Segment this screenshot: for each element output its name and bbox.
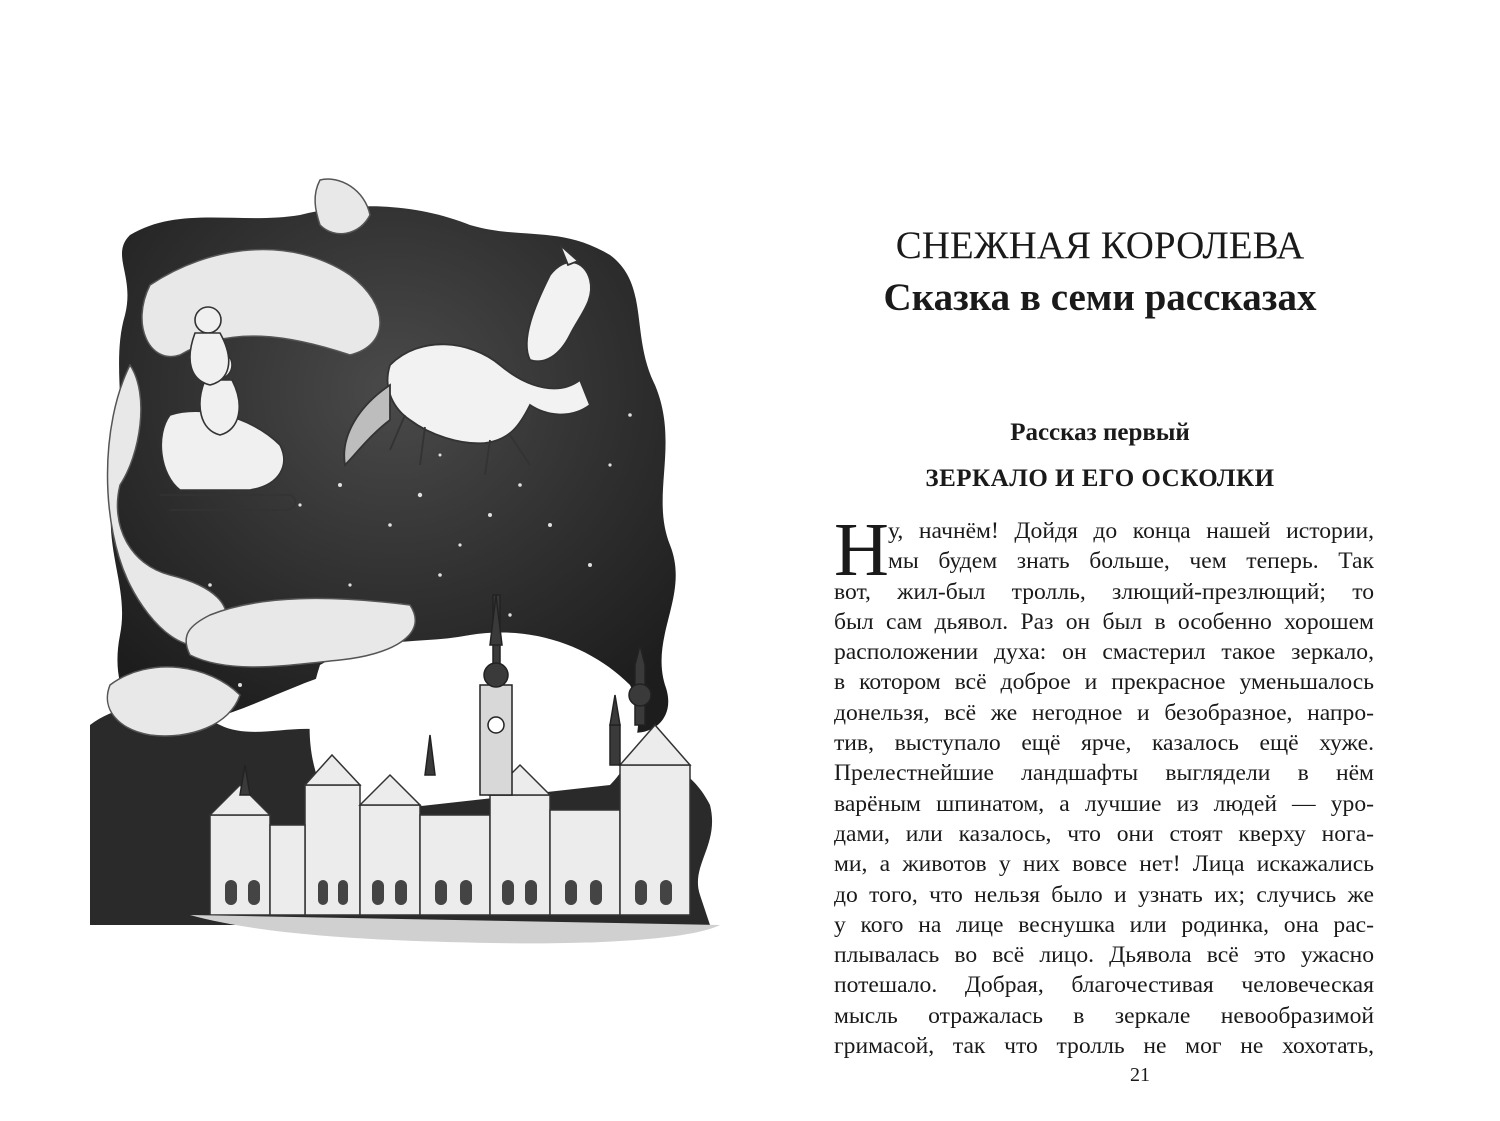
text-line: у кого на лице веснушка или родинка, она рас- xyxy=(834,911,1374,938)
text-line: варёным шпинатом, а лучшие из людей — уро- xyxy=(834,790,1374,817)
book-title: СНЕЖНАЯ КОРОЛЕВА xyxy=(895,224,1305,267)
drop-cap: Н xyxy=(834,508,889,592)
text-line: ми, а животов у них вовсе нет! Лица искажались xyxy=(834,851,1374,878)
text-line: Прелестнейшие ландшафты выглядели в нём xyxy=(834,760,1374,787)
text-line: плывалась во всё лицо. Дьявола всё это ужасно xyxy=(834,942,1374,969)
text-line: расположении духа: он смастерил такое зеркало, xyxy=(834,639,1374,666)
text-line: мысль отражалась в зеркале невообразимой xyxy=(834,1002,1374,1029)
story-body-text xyxy=(834,508,1374,1061)
text-line: в котором всё доброе и прекрасное уменьшалось xyxy=(834,669,1374,696)
text-line: вот, жил-был тролль, злющий-презлющий; то xyxy=(834,578,1374,605)
text-line: тив, выступало ещё ярче, казалось ещё хуже. xyxy=(834,730,1374,757)
text-line: до того, что нельзя было и узнать их; случись же xyxy=(834,881,1374,908)
text-line: потешало. Добрая, благочестивая человеческая xyxy=(834,972,1374,999)
book-subtitle: Сказка в семи рассказах xyxy=(883,276,1317,319)
text-line: дами, или казалось, что они стоят кверху нога- xyxy=(834,820,1374,847)
text-line: донельзя, всё же негодное и безобразное, напро- xyxy=(834,699,1374,726)
page-number: 21 xyxy=(1130,1064,1150,1086)
text-line: был сам дьявол. Раз он был в особенно хорошем xyxy=(834,608,1374,635)
text-line: у, начнём! Дойдя до конца нашей истории, xyxy=(888,518,1374,544)
text-line: гримасой, так что тролль не мог не хохотать, xyxy=(834,1033,1374,1060)
illustration-snow-queen-sleigh xyxy=(90,165,750,995)
text-line: мы будем знать больше, чем теперь. Так xyxy=(888,548,1374,575)
story-title: ЗЕРКАЛО И ЕГО ОСКОЛКИ xyxy=(925,465,1275,492)
drop-cap-wrapper xyxy=(834,508,889,592)
story-number: Рассказ первый xyxy=(1010,419,1190,446)
